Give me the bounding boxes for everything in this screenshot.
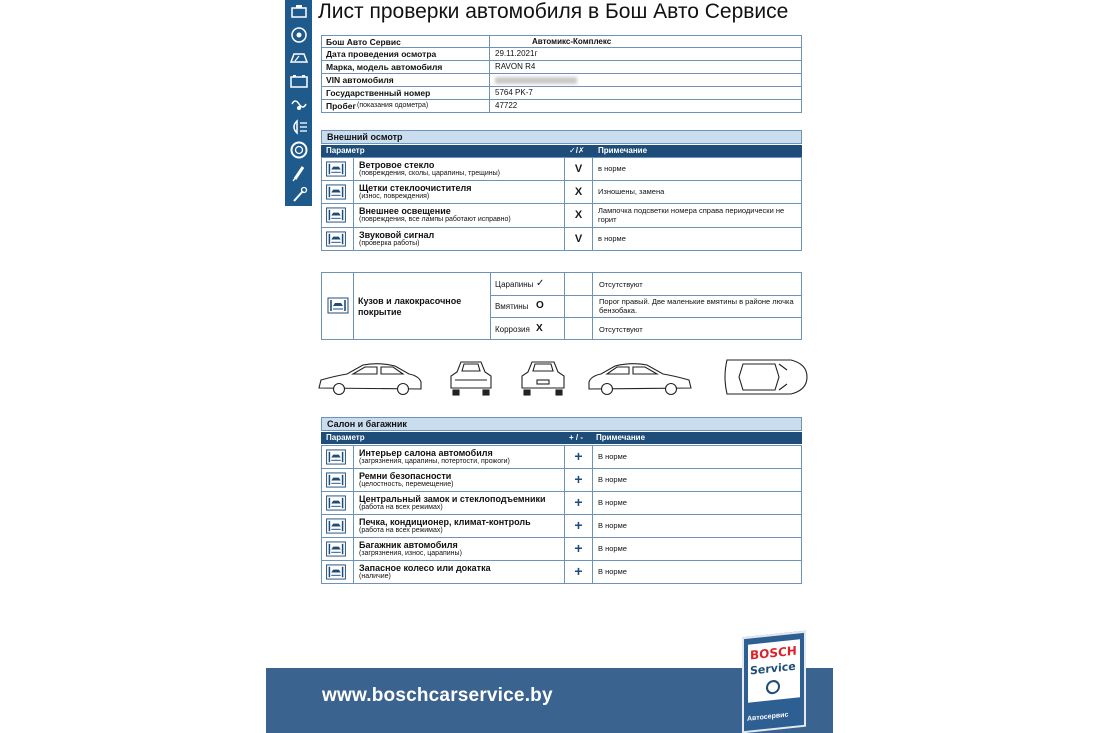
lift-icon	[325, 541, 347, 557]
status-mark: +	[574, 563, 583, 579]
car-top-icon	[725, 360, 807, 394]
row-note: Изношены, замена	[598, 187, 665, 196]
info-key: Пробег	[326, 101, 357, 111]
info-row	[321, 35, 802, 48]
inspection-row	[321, 157, 802, 181]
param-name: Багажник автомобиля	[359, 540, 458, 550]
info-value: RAVON R4	[495, 62, 536, 71]
info-key: VIN автомобиля	[326, 75, 394, 85]
param-description: (повреждения, сколы, царапины, трещины)	[359, 170, 501, 177]
category-icon-strip	[285, 0, 312, 206]
status-mark: +	[574, 471, 583, 487]
status-mark: +	[574, 448, 583, 464]
car-front-icon	[451, 362, 491, 395]
body-check-label: Коррозия	[495, 325, 530, 334]
info-key: Дата проведения осмотра	[326, 49, 437, 59]
info-key: Марка, модель автомобиля	[326, 62, 443, 72]
car-rear-icon	[522, 362, 564, 395]
info-value: 5764 PK-7	[495, 88, 533, 97]
body-check-symbol: O	[536, 300, 544, 311]
row-note: В норме	[598, 544, 627, 553]
page-title: Лист проверки автомобиля в Бош Авто Сервисе	[318, 0, 789, 23]
logo-service-text: Service	[750, 659, 796, 678]
param-description: (загрязнения, износ, царапины)	[359, 550, 462, 557]
param-name: Внешнее освещение	[359, 206, 451, 216]
website-link[interactable]: www.boschcarservice.by	[322, 685, 553, 706]
col-param-label: Параметр	[326, 146, 365, 155]
row-note: В норме	[598, 452, 627, 461]
spark-plug-icon	[285, 161, 312, 184]
col-mark-label: ✓/✗	[569, 146, 585, 155]
interior-row	[321, 515, 802, 538]
param-description: (износ, повреждения)	[359, 193, 430, 200]
body-paint-block	[321, 272, 802, 340]
param-description: (целостность, перемещение)	[359, 481, 454, 488]
status-mark: +	[574, 494, 583, 510]
param-description: (проверка работы)	[359, 240, 420, 247]
interior-section-title: Салон и багажник	[327, 419, 407, 429]
param-description: (загрязнения, царапины, потертости, прожоги)	[359, 458, 510, 465]
row-note: в норме	[598, 234, 626, 243]
interior-column-header	[321, 432, 802, 444]
battery-icon	[285, 69, 312, 92]
col-note-label: Примечание	[596, 433, 646, 442]
col-param-label: Параметр	[326, 433, 365, 442]
car-left-side-icon	[319, 364, 421, 395]
info-value: Автомикс-Комплекс	[532, 37, 612, 46]
lift-icon	[325, 518, 347, 534]
body-check-note: Порог правый. Две маленькие вмятины в районе лючка бензобака.	[599, 297, 794, 315]
logo-bosch-text: BOSCH	[750, 643, 797, 663]
logo-autoservice-text: Автосервис	[747, 711, 789, 723]
lift-icon	[325, 184, 347, 200]
status-mark: +	[574, 517, 583, 533]
status-mark: X	[574, 186, 583, 198]
wrench-icon	[285, 183, 312, 206]
inspection-row	[321, 204, 802, 228]
vin-redacted	[495, 77, 577, 84]
interior-row	[321, 469, 802, 492]
row-note: Лампочка подсветки номера справа периодически не горит	[598, 206, 785, 224]
wheel-icon	[285, 23, 312, 46]
external-column-header	[321, 145, 802, 157]
info-key: Бош Авто Сервис	[326, 37, 401, 47]
param-name: Ветровое стекло	[359, 160, 435, 170]
param-name: Ремни безопасности	[359, 471, 452, 481]
inspection-row	[321, 181, 802, 204]
info-key-suffix: (показания одометра)	[357, 102, 429, 109]
external-section-header	[321, 130, 802, 144]
body-check-label: Царапины	[495, 280, 534, 289]
col-mark-label: + / -	[569, 433, 584, 442]
interior-row	[321, 538, 802, 561]
info-row	[321, 74, 802, 87]
info-value: 29.11.2021г	[495, 49, 538, 58]
body-title: Кузов и лакокрасочное покрытие	[358, 296, 462, 317]
lift-icon	[327, 297, 349, 314]
bosch-service-logo	[742, 634, 808, 733]
car-views-diagram	[315, 352, 815, 402]
info-row	[321, 87, 802, 100]
lift-icon	[325, 564, 347, 580]
col-note-label: Примечание	[598, 146, 648, 155]
info-key: Государственный номер	[326, 88, 431, 98]
interior-section-header	[321, 417, 802, 431]
info-row	[321, 100, 802, 113]
param-description: (работа на всех режимах)	[359, 504, 443, 511]
inspection-row	[321, 228, 802, 251]
lift-icon	[325, 231, 347, 247]
windshield-icon	[285, 46, 312, 69]
lift-icon	[325, 449, 347, 465]
row-note: В норме	[598, 567, 627, 576]
param-name: Интерьер салона автомобиля	[359, 448, 493, 458]
body-check-symbol: ✓	[536, 278, 545, 289]
status-mark: V	[574, 233, 583, 245]
interior-row	[321, 561, 802, 584]
engine-icon	[285, 0, 312, 23]
suspension-icon	[285, 92, 312, 115]
param-name: Щетки стеклоочистителя	[359, 183, 472, 193]
param-name: Печка, кондиционер, климат-контроль	[359, 517, 531, 527]
info-row	[321, 48, 802, 61]
info-row	[321, 61, 802, 74]
param-description: (работа на всех режимах)	[359, 527, 443, 534]
lift-icon	[325, 161, 347, 177]
lift-icon	[325, 207, 347, 223]
lift-icon	[325, 472, 347, 488]
row-note: В норме	[598, 475, 627, 484]
status-mark: +	[574, 540, 583, 556]
body-check-note: Отсутствуют	[599, 325, 643, 334]
status-mark: V	[574, 163, 583, 175]
status-mark: X	[574, 209, 583, 221]
bosch-armature-icon	[766, 679, 780, 694]
body-check-symbol: X	[536, 323, 543, 334]
param-name: Запасное колесо или докатка	[359, 563, 491, 573]
param-name: Звуковой сигнал	[359, 230, 435, 240]
row-note: в норме	[598, 164, 626, 173]
tire-icon	[285, 138, 312, 161]
body-check-label: Вмятины	[495, 302, 529, 311]
external-section-title: Внешний осмотр	[327, 132, 403, 142]
row-note: В норме	[598, 498, 627, 507]
info-value: 47722	[495, 101, 518, 110]
param-name: Центральный замок и стеклоподъемники	[359, 494, 546, 504]
body-check-note: Отсутствуют	[599, 280, 643, 289]
car-right-side-icon	[589, 364, 691, 395]
param-description: (наличие)	[359, 573, 391, 580]
interior-row	[321, 492, 802, 515]
row-note: В норме	[598, 521, 627, 530]
lift-icon	[325, 495, 347, 511]
interior-row	[321, 445, 802, 469]
param-description: (повреждения, все лампы работают исправно)	[359, 216, 511, 223]
headlight-icon	[285, 115, 312, 138]
